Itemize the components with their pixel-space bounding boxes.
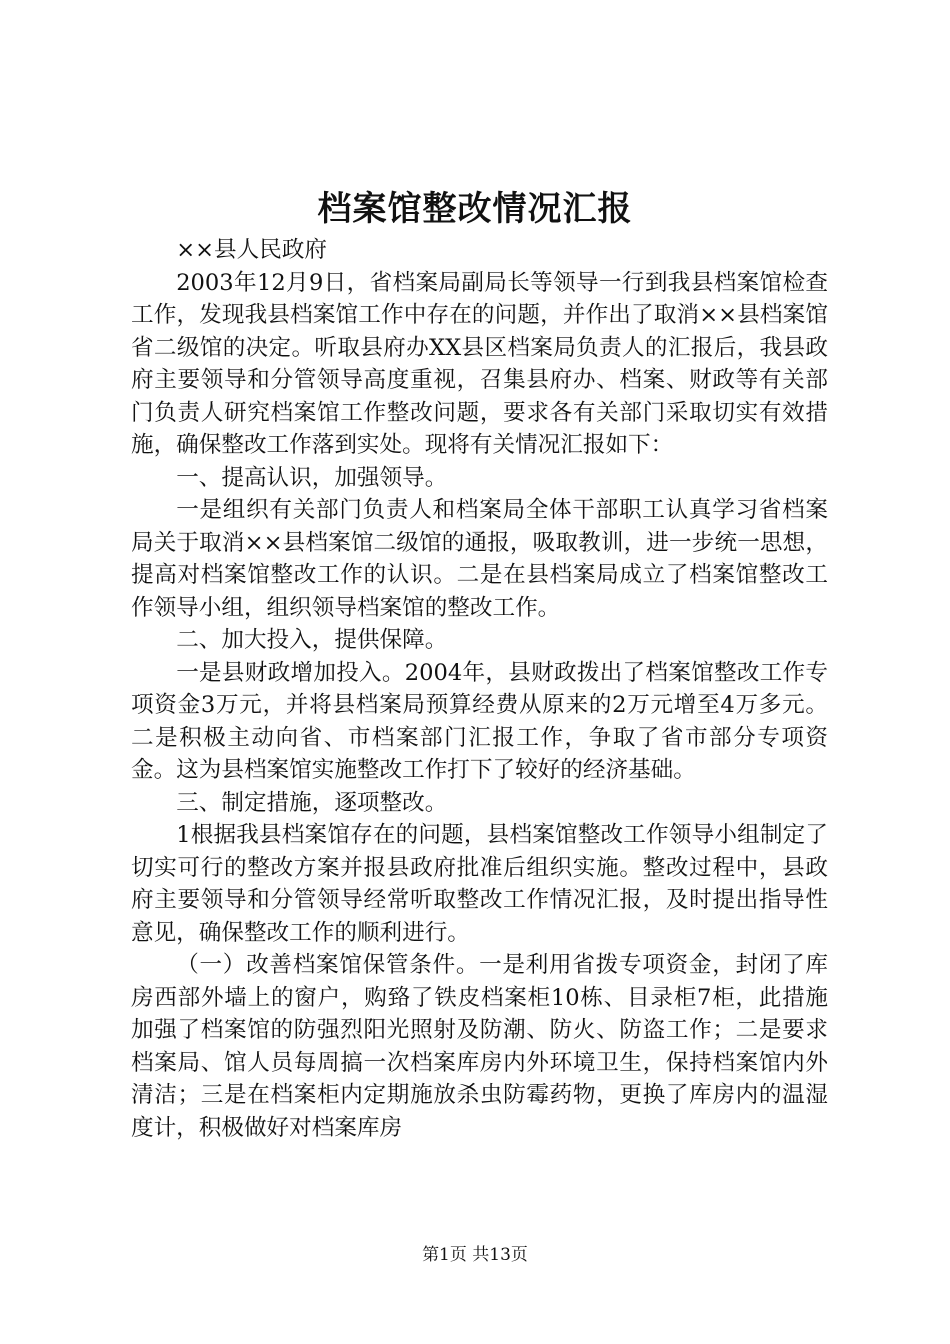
intro-paragraph: 2003年12月9日，省档案局副局长等领导一行到我县档案馆检查工作，发现我县档案馆工作中存在的问题，并作出了取消××县档案馆省二级馆的决定。听取县府办XX县区档案局负责人的汇报后，我县政府主要领导和分管领导高度重视，召集县府办、档案、财政等有关部门负责人研究档案馆工作整改问题，要求各有关部门采取切实有效措施，确保整改工作落到实处。现将有关情况汇报如下： — [131, 269, 828, 458]
section-heading-2: 二、加大投入，提供保障。 — [176, 627, 448, 653]
recipient-line: ××县人民政府 — [176, 237, 328, 263]
subsection-1-paragraph: （一）改善档案馆保管条件。一是利用省拨专项资金，封闭了库房西部外墙上的窗户，购臵了铁皮档案柜10栋、目录柜7柜，此措施加强了档案馆的防强烈阳光照射及防潮、防火、防盗工作；二是要求档案局、馆人员每周搞一次档案库房内外环境卫生，保持档案馆内外清洁；三是在档案柜内定期施放杀虫防霉药物，更换了库房内的温湿度计，积极做好对档案库房 — [131, 952, 828, 1141]
section-1-paragraph: 一是组织有关部门负责人和档案局全体干部职工认真学习省档案局关于取消××县档案馆二级馆的通报，吸取教训，进一步统一思想，提高对档案馆整改工作的认识。二是在县档案局成立了档案馆整改工作领导小组，组织领导档案馆的整改工作。 — [131, 497, 828, 621]
section-heading-3: 三、制定措施，逐项整改。 — [176, 789, 448, 816]
page-footer: 第1页 共13页 — [422, 1245, 528, 1265]
document-title: 档案馆整改情况汇报 — [317, 189, 633, 229]
section-heading-1: 一、提高认识，加强领导。 — [176, 464, 448, 491]
section-2-paragraph: 一是县财政增加投入。2004年，县财政拨出了档案馆整改工作专项资金3万元，并将县档案局预算经费从原来的2万元增至4万多元。二是积极主动向省、市档案部门汇报工作，争取了省市部分专项资金。这为县档案馆实施整改工作打下了较好的经济基础。 — [131, 659, 828, 783]
section-3-paragraph: 1根据我县档案馆存在的问题，县档案馆整改工作领导小组制定了切实可行的整改方案并报县政府批准后组织实施。整改过程中，县政府主要领导和分管领导经常听取整改工作情况汇报，及时提出指导性意见，确保整改工作的顺利进行。 — [131, 822, 828, 946]
document-body — [131, 234, 828, 1144]
